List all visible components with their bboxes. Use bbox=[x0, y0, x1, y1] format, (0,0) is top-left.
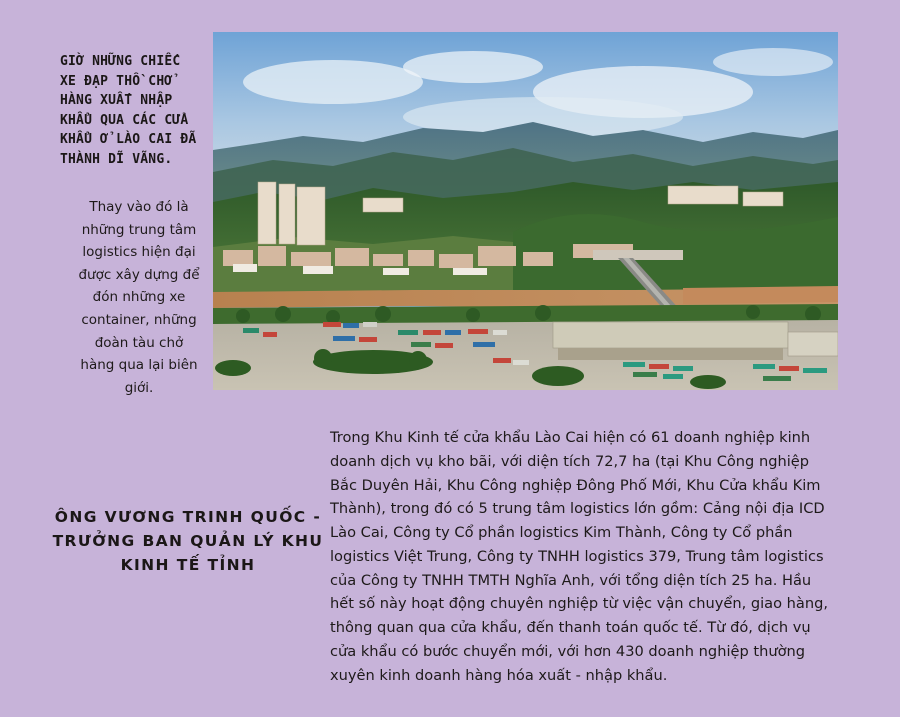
aerial-photo bbox=[213, 32, 838, 390]
lead-quote: GIỜ NHỮNG CHIẾC XE ĐẠP THỒ CHỞ HÀNG XUẤT NHẬP KHẨU QUA CÁC CỬA KHẨU Ở LÀO CAI ĐÃ THÀNH DĨ VÃNG. bbox=[60, 54, 197, 167]
side-note: Thay vào đó là những trung tâm logistics hiện đại được xây dựng để đón những xe container, những đoàn tàu chở hàng qua lại biên giới. bbox=[78, 199, 200, 396]
body-paragraph: Trong Khu Kinh tế cửa khẩu Lào Cai hiện có 61 doanh nghiệp kinh doanh dịch vụ kho bãi, với diện tích 72,7 ha (tại Khu Công nghiệp Bắc Duyên Hải, Khu Công nghiệp Đông Phố Mới, Khu Cửa khẩu Kim Thành), trong đó có 5 trung tâm logistics lớn gồm: Cảng nội địa ICD Lào Cai, Công ty Cổ phần logistics Kim Thành, Công ty Cổ phần logistics Việt Trung, Công ty TNHH logistics 379, Trung tâm logistics của Công ty TNHH TMTH Nghĩa Anh, với tổng diện tích 25 ha. Hầu hết số này hoạt động chuyên nghiệp từ việc vận chuyển, giao hàng, thông quan qua cửa khẩu, đến thanh toán quốc tế. Từ đó, dịch vụ cửa khẩu có bước chuyển mới, với hơn 430 doanh nghiệp thường xuyên kinh doanh hàng hóa xuất - nhập khẩu. bbox=[330, 429, 829, 684]
aerial-photo-illustration bbox=[213, 32, 838, 390]
person-heading: ÔNG VƯƠNG TRINH QUỐC - TRƯỞNG BAN QUẢN LÝ KHU KINH TẾ TỈNH bbox=[52, 508, 324, 574]
